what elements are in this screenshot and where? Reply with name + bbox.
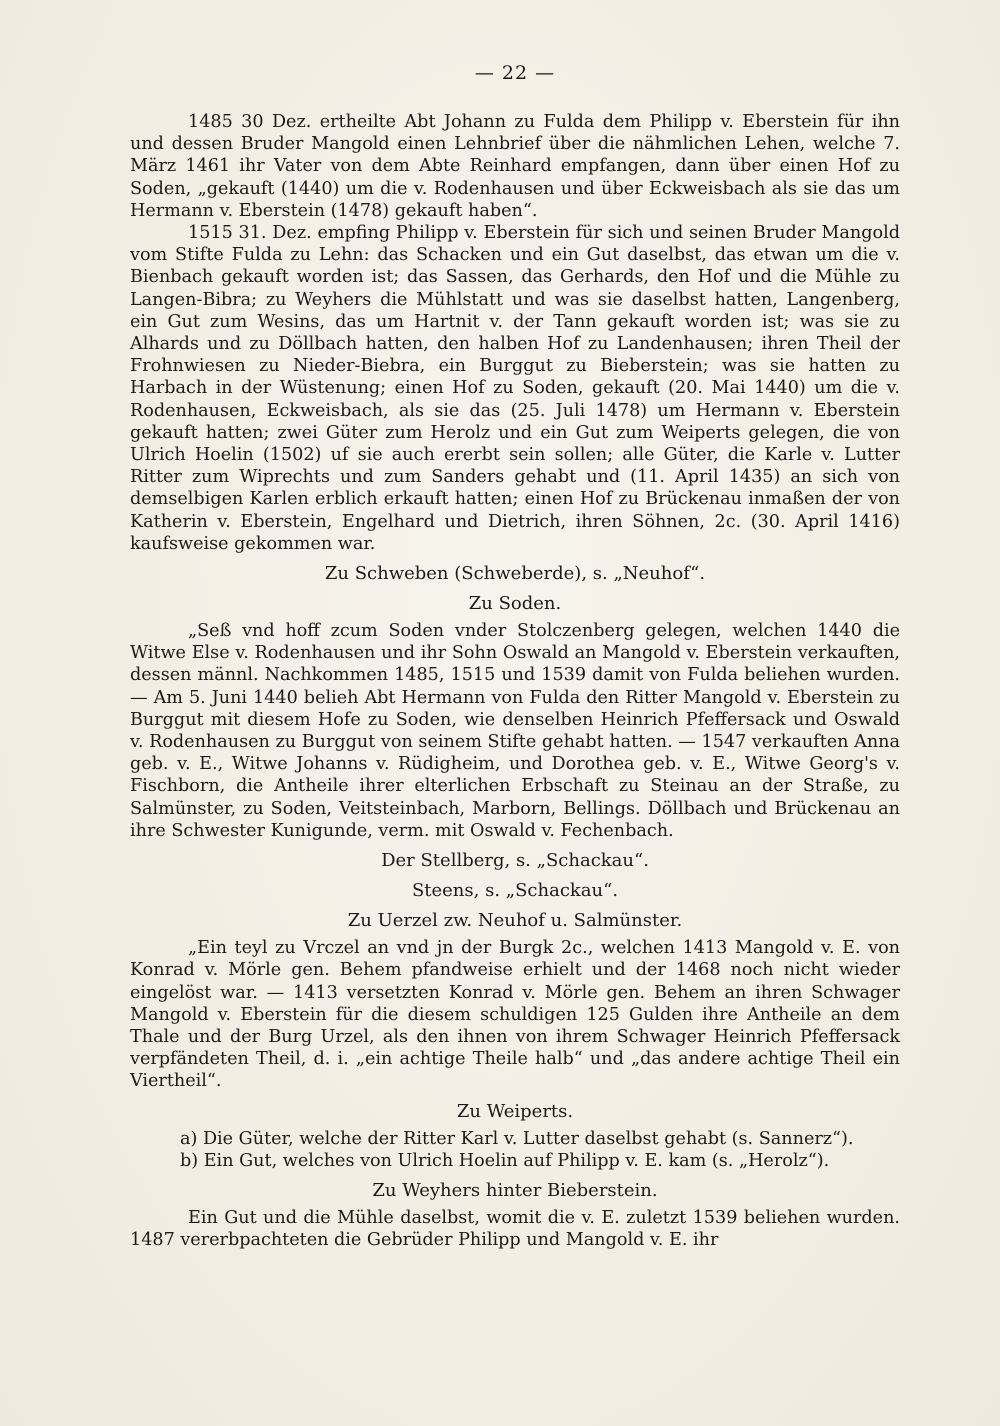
list-item-a: a) Die Güter, welche der Ritter Karl v. Lutter daselbst gehabt (s. Sannerz“).	[180, 1128, 854, 1149]
page-number: — 22 —	[474, 62, 556, 84]
paragraph-weyhers: Ein Gut und die Mühle daselbst, womit die v. E. zuletzt 1539 beliehen wurden. 1487 vererbpachteten die Gebrüder Philipp und Mangold v. E. ihr	[130, 1207, 900, 1251]
heading-steens: Steens, s. „Schackau“.	[411, 880, 619, 902]
paragraph-soden: „Seß vnd hoff zcum Soden vnder Stolczenberg gelegen, welchen 1440 die Witwe Else v. Rodenhausen und ihr Sohn Oswald an Mangold v. Eberstein verkauften, dessen männl. Nachkommen 1485, 1515 und 1539 damit von Fulda beliehen wurden. — Am 5. Juni 1440 belieh Abt Hermann von Fulda den Ritter Mangold v. Eberstein zu Burggut mit diesem Hofe zu Soden, wie denselben Heinrich Pfeffersack und Oswald v. Rodenhausen zu Burggut von seinem Stifte gehabt hatten. — 1547 verkauften Anna geb. v. E., Witwe Johanns v. Rüdigheim, und Dorothea geb. v. E., Witwe Georg's v. Fischborn, die Antheile ihrer elterlichen Erbschaft zu Steinau an der Straße, zu Salmünster, zu Soden, Veitsteinbach, Marborn, Bellings. Döllbach und Brückenau an ihre Schwester Kunigunde, verm. mit Oswald v. Fechenbach.	[130, 621, 900, 841]
paragraph-uerzel: „Ein teyl zu Vrczel an vnd jn der Burgk 2c., welchen 1413 Mangold v. E. von Konrad v. Mörle gen. Behem pfandweise erhielt und der 1468 noch nicht wieder eingelöst war. — 1413 versetzten Konrad v. Mörle gen. Behem an ihren Schwager Mangold v. Eberstein für die diesem schuldigen 125 Gulden ihre Antheile an dem Thale und der Burg Urzel, als den ihnen von ihrem Schwager Heinrich Pfeffersack verpfändeten Theil, d. i. „ein achtige Theile halb“ und „das andere achtige Theil ein Viertheil“.	[130, 938, 900, 1092]
heading-stellberg: Der Stellberg, s. „Schackau“.	[381, 850, 649, 872]
heading-weiperts: Zu Weiperts.	[456, 1100, 574, 1122]
list-item-b: b) Ein Gut, welches von Ulrich Hoelin auf Philipp v. E. kam (s. „Herolz“).	[180, 1150, 830, 1171]
heading-soden: Zu Soden.	[468, 593, 562, 615]
paragraph-1515: 1515 31. Dez. empfing Philipp v. Eberstein für sich und seinen Bruder Mangold vom Stifte Fulda zu Lehn: das Schacken und ein Gut daselbst, das etwan um die v. Bienbach gekauft worden ist; das Sassen, das Gerhards, den Hof und die Mühle zu Langen-Bibra; zu Weyhers die Mühlstatt und was sie daselbst hatten, Langenberg, ein Gut zum Wesins, das um Hartnit v. der Tann gekauft worden ist; was sie zu Alhards und zu Döllbach hatten, den halben Hof zu Landenhausen; ihren Theil der Frohnwiesen zu Nieder-Biebra, ein Burggut zu Bieberstein; was sie hatten zu Harbach in der Wüstenung; einen Hof zu Soden, gekauft (20. Mai 1440) um die v. Rodenhausen, Eckweisbach, als sie das (25. Juli 1478) um Hermann v. Eberstein gekauft hatten; zwei Güter zum Herolz und ein Gut zum Weiperts gelegen, die von Ulrich Hoelin (1502) uf sie auch ererbt sein sollen; alle Güter, die Karle v. Lutter Ritter zum Wiprechts und zum Sanders gehabt und (11. April 1435) an sich von demselbigen Karlen erblich erkauft hatten; einen Hof zu Brückenau inmaßen der von Katherin v. Eberstein, Engelhard und Dietrich, ihren Söhnen, 2c. (30. April 1416) kaufsweise gekommen war.	[130, 223, 900, 554]
paragraph-1485: 1485 30 Dez. ertheilte Abt Johann zu Fulda dem Philipp v. Eberstein für ihn und dessen Bruder Mangold einen Lehnbrief über die nähmlichen Lehen, welche 7. März 1461 ihr Vater von dem Abte Reinhard empfangen, dann über einen Hof zu Soden, „gekauft (1440) um die v. Rodenhausen und über Eckweisbach als sie das um Hermann v. Eberstein (1478) gekauft haben“.	[130, 112, 900, 221]
heading-weyhers: Zu Weyhers hinter Bieberstein.	[372, 1179, 658, 1201]
heading-uerzel: Zu Uerzel zw. Neuhof u. Salmünster.	[347, 910, 683, 932]
heading-schweben: Zu Schweben (Schweberde), s. „Neuhof“.	[324, 563, 706, 585]
